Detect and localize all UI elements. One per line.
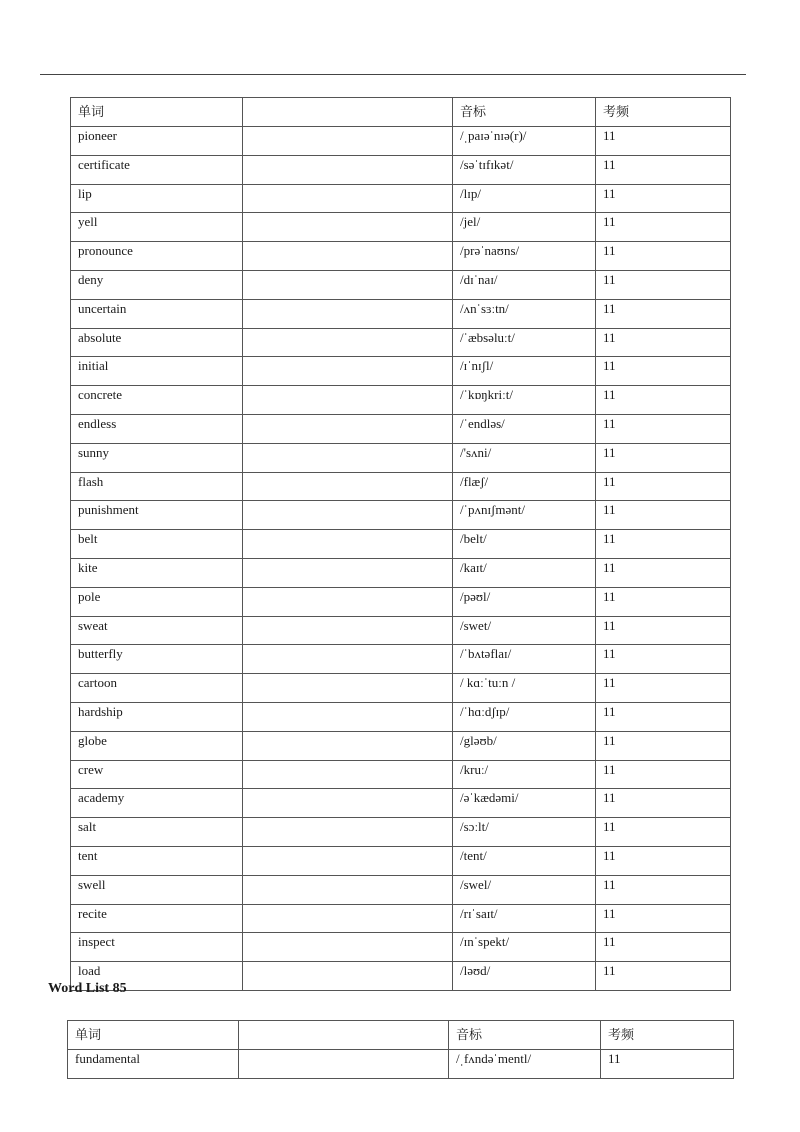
table-row xyxy=(71,731,731,760)
phonetic-cell: /dɪˈnaɪ/ xyxy=(453,270,596,299)
meaning-cell xyxy=(243,328,453,357)
phonetic-cell: /ləʊd/ xyxy=(453,962,596,991)
frequency-cell: 11 xyxy=(596,674,731,703)
section-title: Word List 85 xyxy=(48,981,127,996)
word-cell: uncertain xyxy=(71,299,243,328)
frequency-cell: 11 xyxy=(596,875,731,904)
table-row xyxy=(71,674,731,703)
word-cell: initial xyxy=(71,357,243,386)
table-row xyxy=(71,270,731,299)
phonetic-cell: /ɪˈnɪʃl/ xyxy=(453,357,596,386)
header-frequency-cell: 考频 xyxy=(601,1021,734,1050)
meaning-cell xyxy=(243,155,453,184)
phonetic-cell: /ˈpʌnɪʃmənt/ xyxy=(453,501,596,530)
word-cell: lip xyxy=(71,184,243,213)
frequency-cell: 11 xyxy=(596,731,731,760)
meaning-cell xyxy=(243,472,453,501)
word-cell: academy xyxy=(71,789,243,818)
word-cell: pronounce xyxy=(71,242,243,271)
phonetic-cell: /tent/ xyxy=(453,846,596,875)
meaning-cell xyxy=(243,645,453,674)
meaning-cell xyxy=(243,443,453,472)
meaning-cell xyxy=(243,386,453,415)
frequency-cell: 11 xyxy=(596,962,731,991)
word-cell: hardship xyxy=(71,702,243,731)
table-row xyxy=(71,530,731,559)
meaning-cell xyxy=(243,530,453,559)
table-header-row xyxy=(71,98,731,127)
meaning-cell xyxy=(243,731,453,760)
meaning-cell xyxy=(243,674,453,703)
word-cell: swell xyxy=(71,875,243,904)
word-cell: belt xyxy=(71,530,243,559)
meaning-cell xyxy=(243,760,453,789)
word-cell: flash xyxy=(71,472,243,501)
phonetic-cell: /pəʊl/ xyxy=(453,587,596,616)
frequency-cell: 11 xyxy=(596,386,731,415)
header-meaning-cell xyxy=(243,98,453,127)
table-row xyxy=(71,213,731,242)
meaning-cell xyxy=(243,242,453,271)
frequency-cell: 11 xyxy=(596,213,731,242)
phonetic-cell: /ˌfʌndəˈmentl/ xyxy=(449,1050,601,1079)
frequency-cell: 11 xyxy=(596,299,731,328)
word-cell: butterfly xyxy=(71,645,243,674)
meaning-cell xyxy=(239,1050,449,1079)
meaning-cell xyxy=(243,818,453,847)
table-row xyxy=(71,242,731,271)
table-row xyxy=(71,789,731,818)
table-row xyxy=(71,760,731,789)
frequency-cell: 11 xyxy=(596,645,731,674)
frequency-cell: 11 xyxy=(596,357,731,386)
frequency-cell: 11 xyxy=(596,789,731,818)
word-cell: cartoon xyxy=(71,674,243,703)
word-cell: pioneer xyxy=(71,127,243,156)
frequency-cell: 11 xyxy=(596,127,731,156)
frequency-cell: 11 xyxy=(596,760,731,789)
word-table-85 xyxy=(67,1020,734,1079)
phonetic-cell: /prəˈnaʊns/ xyxy=(453,242,596,271)
header-phonetic-cell: 音标 xyxy=(453,98,596,127)
phonetic-cell: /ʌnˈsɜːtn/ xyxy=(453,299,596,328)
phonetic-cell: /kruː/ xyxy=(453,760,596,789)
frequency-cell: 11 xyxy=(596,904,731,933)
table-row xyxy=(71,702,731,731)
frequency-cell: 11 xyxy=(596,414,731,443)
table-row xyxy=(68,1050,734,1079)
meaning-cell xyxy=(243,299,453,328)
phonetic-cell: /kaɪt/ xyxy=(453,558,596,587)
meaning-cell xyxy=(243,789,453,818)
meaning-cell xyxy=(243,558,453,587)
word-cell: concrete xyxy=(71,386,243,415)
phonetic-cell: /belt/ xyxy=(453,530,596,559)
frequency-cell: 11 xyxy=(596,501,731,530)
word-cell: inspect xyxy=(71,933,243,962)
phonetic-cell: /ˈæbsəluːt/ xyxy=(453,328,596,357)
table-header-row xyxy=(68,1021,734,1050)
word-table-84 xyxy=(70,97,731,991)
table-row xyxy=(71,587,731,616)
phonetic-cell: /ˈendləs/ xyxy=(453,414,596,443)
table-row xyxy=(71,904,731,933)
table-row xyxy=(71,443,731,472)
phonetic-cell: /sɔːlt/ xyxy=(453,818,596,847)
frequency-cell: 11 xyxy=(596,328,731,357)
meaning-cell xyxy=(243,184,453,213)
phonetic-cell: /rɪˈsaɪt/ xyxy=(453,904,596,933)
frequency-cell: 11 xyxy=(601,1050,734,1079)
meaning-cell xyxy=(243,702,453,731)
header-meaning-cell xyxy=(239,1021,449,1050)
phonetic-cell: /ˌpaɪəˈnɪə(r)/ xyxy=(453,127,596,156)
word-cell: sweat xyxy=(71,616,243,645)
frequency-cell: 11 xyxy=(596,530,731,559)
table-row xyxy=(71,127,731,156)
meaning-cell xyxy=(243,127,453,156)
phonetic-cell: /səˈtɪfɪkət/ xyxy=(453,155,596,184)
phonetic-cell: /əˈkædəmi/ xyxy=(453,789,596,818)
table-row xyxy=(71,414,731,443)
word-cell: load xyxy=(71,962,243,991)
table-row xyxy=(71,386,731,415)
phonetic-cell: /ˈkɒŋkriːt/ xyxy=(453,386,596,415)
frequency-cell: 11 xyxy=(596,818,731,847)
word-cell: punishment xyxy=(71,501,243,530)
word-cell: globe xyxy=(71,731,243,760)
table-row xyxy=(71,818,731,847)
meaning-cell xyxy=(243,933,453,962)
phonetic-cell: /flæʃ/ xyxy=(453,472,596,501)
frequency-cell: 11 xyxy=(596,155,731,184)
meaning-cell xyxy=(243,213,453,242)
table-row xyxy=(71,299,731,328)
frequency-cell: 11 xyxy=(596,558,731,587)
meaning-cell xyxy=(243,962,453,991)
phonetic-cell: /lɪp/ xyxy=(453,184,596,213)
frequency-cell: 11 xyxy=(596,472,731,501)
phonetic-cell: /swel/ xyxy=(453,875,596,904)
phonetic-cell: /'sʌni/ xyxy=(453,443,596,472)
word-cell: fundamental xyxy=(68,1050,239,1079)
frequency-cell: 11 xyxy=(596,184,731,213)
table-row xyxy=(71,357,731,386)
phonetic-cell: /swet/ xyxy=(453,616,596,645)
meaning-cell xyxy=(243,875,453,904)
word-cell: absolute xyxy=(71,328,243,357)
table-row xyxy=(71,328,731,357)
frequency-cell: 11 xyxy=(596,616,731,645)
meaning-cell xyxy=(243,587,453,616)
phonetic-cell: /ˈhɑːdʃɪp/ xyxy=(453,702,596,731)
meaning-cell xyxy=(243,904,453,933)
frequency-cell: 11 xyxy=(596,702,731,731)
word-cell: crew xyxy=(71,760,243,789)
frequency-cell: 11 xyxy=(596,846,731,875)
word-cell: deny xyxy=(71,270,243,299)
frequency-cell: 11 xyxy=(596,933,731,962)
word-cell: certificate xyxy=(71,155,243,184)
table-row xyxy=(71,645,731,674)
word-cell: tent xyxy=(71,846,243,875)
table-row xyxy=(71,875,731,904)
meaning-cell xyxy=(243,270,453,299)
table-row xyxy=(71,962,731,991)
table-row xyxy=(71,501,731,530)
meaning-cell xyxy=(243,616,453,645)
table-row xyxy=(71,616,731,645)
header-frequency-cell: 考频 xyxy=(596,98,731,127)
table-row xyxy=(71,558,731,587)
meaning-cell xyxy=(243,846,453,875)
word-cell: salt xyxy=(71,818,243,847)
table-row xyxy=(71,846,731,875)
table-row xyxy=(71,933,731,962)
word-cell: sunny xyxy=(71,443,243,472)
table-row xyxy=(71,155,731,184)
frequency-cell: 11 xyxy=(596,242,731,271)
meaning-cell xyxy=(243,501,453,530)
phonetic-cell: /jel/ xyxy=(453,213,596,242)
phonetic-cell: /ˈbʌtəflaɪ/ xyxy=(453,645,596,674)
header-word-cell: 单词 xyxy=(68,1021,239,1050)
table-row xyxy=(71,472,731,501)
phonetic-cell: / kɑːˈtuːn / xyxy=(453,674,596,703)
meaning-cell xyxy=(243,357,453,386)
phonetic-cell: /gləʊb/ xyxy=(453,731,596,760)
frequency-cell: 11 xyxy=(596,443,731,472)
header-phonetic-cell: 音标 xyxy=(449,1021,601,1050)
frequency-cell: 11 xyxy=(596,270,731,299)
frequency-cell: 11 xyxy=(596,587,731,616)
word-cell: endless xyxy=(71,414,243,443)
word-cell: pole xyxy=(71,587,243,616)
header-word-cell: 单词 xyxy=(71,98,243,127)
phonetic-cell: /ɪnˈspekt/ xyxy=(453,933,596,962)
header-rule xyxy=(40,74,746,75)
word-cell: kite xyxy=(71,558,243,587)
word-cell: recite xyxy=(71,904,243,933)
word-cell: yell xyxy=(71,213,243,242)
meaning-cell xyxy=(243,414,453,443)
table-row xyxy=(71,184,731,213)
